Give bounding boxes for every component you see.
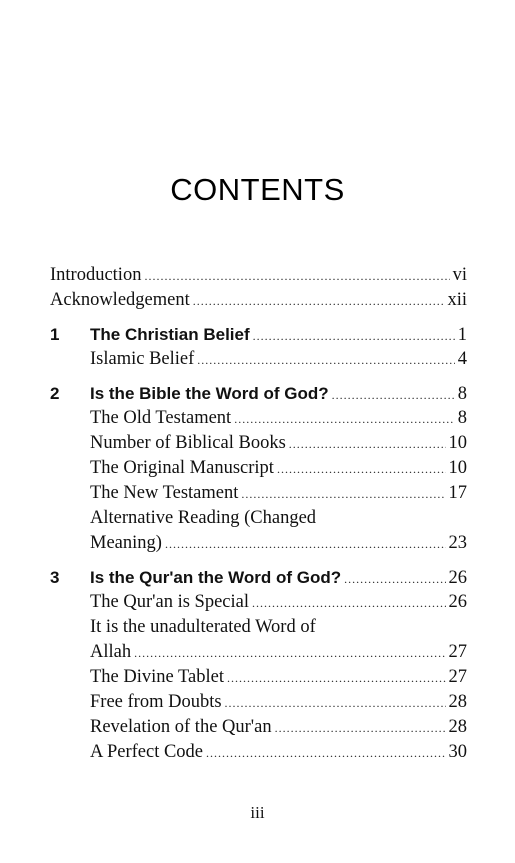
chapter-title: Is the Qur'an the Word of God? xyxy=(90,568,342,587)
dot-leader xyxy=(193,289,445,314)
toc-chapter-entry xyxy=(50,565,467,590)
toc-entry xyxy=(50,288,467,313)
toc-entry-title: Introduction xyxy=(50,265,142,285)
section-title: The Divine Tablet xyxy=(90,667,224,687)
toc-page-number: 8 xyxy=(457,384,467,404)
dot-leader xyxy=(344,567,445,592)
toc-chapter-entry xyxy=(50,381,467,406)
toc-page-number: 26 xyxy=(448,568,467,588)
section-title: The Original Manuscript xyxy=(90,458,274,478)
section-title: It is the unadulterated Word of xyxy=(90,617,316,637)
toc-page-number: 28 xyxy=(448,717,467,737)
toc-page-number: 27 xyxy=(448,667,467,687)
section-title: Allah xyxy=(90,642,132,662)
dot-leader xyxy=(144,264,449,289)
dot-leader xyxy=(253,324,455,349)
dot-leader xyxy=(332,383,455,408)
dot-leader xyxy=(275,716,446,741)
toc-section-entry xyxy=(50,506,467,531)
dot-leader xyxy=(225,691,446,716)
dot-leader xyxy=(206,741,445,766)
toc-section-entry-continued xyxy=(50,640,467,665)
toc-page-number: 23 xyxy=(448,533,467,553)
dot-leader xyxy=(252,591,446,616)
page-title: CONTENTS xyxy=(170,172,345,207)
toc-page-number: 28 xyxy=(448,692,467,712)
toc-page-number: vi xyxy=(452,265,467,285)
section-title: The Old Testament xyxy=(90,408,232,428)
toc-section-entry xyxy=(50,740,467,765)
section-title: Islamic Belief xyxy=(90,349,195,369)
section-title: A Perfect Code xyxy=(90,742,204,762)
toc-entry xyxy=(50,263,467,288)
toc-section-entry xyxy=(50,456,467,481)
toc-page-number: 17 xyxy=(448,483,467,503)
section-title: The New Testament xyxy=(90,483,239,503)
toc-entry-title: Acknowledgement xyxy=(50,290,190,310)
dot-leader xyxy=(165,532,446,557)
chapter-number: 3 xyxy=(50,568,60,587)
section-title: Revelation of the Qur'an xyxy=(90,717,272,737)
toc-page-number: 1 xyxy=(457,325,467,345)
section-title: Free from Doubts xyxy=(90,692,222,712)
toc-section-entry xyxy=(50,347,467,372)
toc-section-entry xyxy=(50,615,467,640)
toc-page-number: 10 xyxy=(448,458,467,478)
page-footer-number: iii xyxy=(250,803,265,822)
dot-leader xyxy=(134,641,445,666)
chapter-number: 2 xyxy=(50,384,60,403)
toc-page-number: 30 xyxy=(448,742,467,762)
toc-page-number: 4 xyxy=(457,349,467,369)
chapter-title: Is the Bible the Word of God? xyxy=(90,384,329,403)
toc-section-entry xyxy=(50,481,467,506)
toc-page-number: 8 xyxy=(457,408,467,428)
toc-page-number: xii xyxy=(447,290,467,310)
toc-section-entry xyxy=(50,690,467,715)
toc-section-entry xyxy=(50,431,467,456)
dot-leader xyxy=(197,348,454,373)
chapter-number: 1 xyxy=(50,325,60,344)
toc-section-entry-continued xyxy=(50,531,467,556)
dot-leader xyxy=(241,482,445,507)
toc-section-entry xyxy=(50,715,467,740)
toc-section-entry xyxy=(50,590,467,615)
toc-section-entry xyxy=(50,406,467,431)
dot-leader xyxy=(234,407,455,432)
toc-page-number: 26 xyxy=(448,592,467,612)
chapter-title: The Christian Belief xyxy=(90,325,250,344)
dot-leader xyxy=(227,666,446,691)
toc-page-number: 10 xyxy=(448,433,467,453)
toc-page-number: 27 xyxy=(448,642,467,662)
table-of-contents xyxy=(50,263,467,765)
dot-leader xyxy=(277,457,446,482)
section-title: Meaning) xyxy=(90,533,162,553)
toc-section-entry xyxy=(50,665,467,690)
dot-leader xyxy=(289,432,446,457)
section-title: Alternative Reading (Changed xyxy=(90,508,317,528)
toc-chapter-entry xyxy=(50,322,467,347)
section-title: The Qur'an is Special xyxy=(90,592,249,612)
section-title: Number of Biblical Books xyxy=(90,433,286,453)
